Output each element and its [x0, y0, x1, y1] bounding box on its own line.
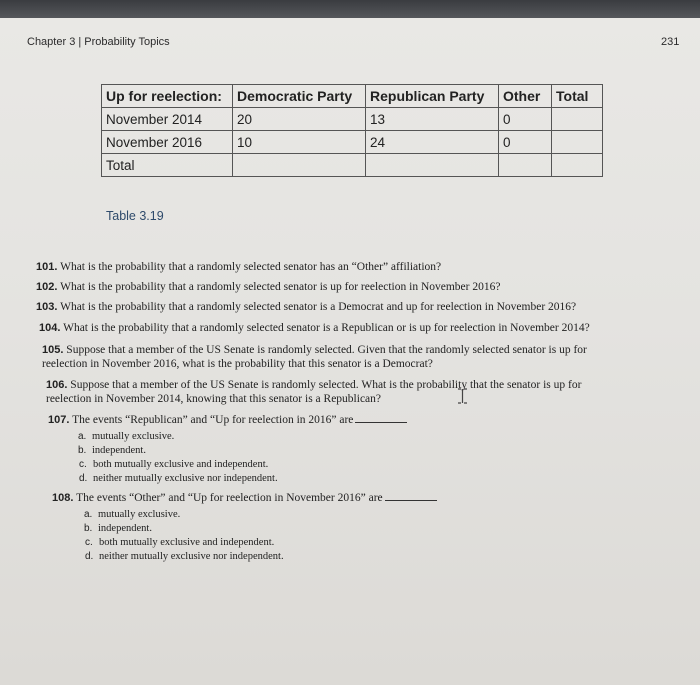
table-cell: [233, 154, 366, 177]
option-text: independent.: [92, 445, 146, 456]
table-cell: [366, 154, 499, 177]
question-number: 103.: [36, 301, 58, 313]
option-text: independent.: [98, 523, 152, 534]
option-text: both mutually exclusive and independent.: [93, 459, 269, 470]
table-row: [102, 131, 603, 154]
question-text: What is the probability that a randomly selected senator is up for reelection in November 2016?: [60, 281, 501, 293]
table-header-cell: Republican Party: [366, 85, 499, 108]
option-letter: d.: [85, 551, 94, 562]
table-cell: 0: [499, 131, 552, 154]
question-text: What is the probability that a randomly selected senator is a Democrat and up for reelection in November 2016?: [60, 301, 577, 313]
option-letter: a.: [78, 431, 87, 442]
table-header-cell: Total: [552, 85, 603, 108]
question-number: 107.: [48, 414, 70, 426]
option-item: [78, 430, 174, 443]
option-letter: b.: [84, 523, 93, 534]
senators-table: [101, 84, 603, 177]
table-cell: November 2016: [102, 131, 233, 154]
option-letter: b.: [78, 445, 87, 456]
page-number: 231: [661, 36, 680, 48]
option-text: mutually exclusive.: [92, 431, 175, 442]
question-number: 104.: [39, 322, 61, 334]
question-106: [46, 378, 676, 406]
question-108: [52, 491, 437, 505]
question-102: [36, 280, 500, 294]
table-header-row: [102, 85, 603, 108]
option-letter: c.: [85, 537, 93, 548]
table-cell: November 2014: [102, 108, 233, 131]
answer-blank: [355, 413, 407, 423]
question-number: 108.: [52, 492, 74, 504]
option-item: [85, 550, 284, 563]
question-text: The events “Other” and “Up for reelection in November 2016” are: [76, 492, 383, 504]
option-item: [85, 536, 274, 549]
option-letter: c.: [79, 459, 87, 470]
table-cell: 13: [366, 108, 499, 131]
option-text: neither mutually exclusive nor independent.: [93, 473, 278, 484]
question-105: [42, 343, 682, 371]
option-text: both mutually exclusive and independent.: [99, 537, 275, 548]
table-row: [102, 108, 603, 131]
question-text: reelection in November 2014, knowing that this senator is a Republican?: [46, 393, 382, 405]
question-107: [48, 413, 407, 427]
option-item: [79, 458, 268, 471]
option-text: mutually exclusive.: [98, 509, 181, 520]
table-cell: [552, 131, 603, 154]
table-cell: 20: [233, 108, 366, 131]
chapter-header: Chapter 3 | Probability Topics: [27, 36, 170, 48]
question-number: 105.: [42, 344, 64, 356]
question-text: What is the probability that a randomly selected senator is a Republican or is up for reelection in November 2014?: [63, 322, 590, 334]
table-cell: Total: [102, 154, 233, 177]
text-cursor-icon: [455, 388, 469, 404]
question-text: The events “Republican” and “Up for reelection in 2016” are: [72, 414, 354, 426]
question-number: 102.: [36, 281, 58, 293]
question-text: reelection in November 2016, what is the probability that this senator is a Democrat?: [42, 358, 433, 370]
option-letter: d.: [79, 473, 88, 484]
option-letter: a.: [84, 509, 93, 520]
question-104: [39, 321, 590, 335]
table-header-cell: Other: [499, 85, 552, 108]
option-item: [84, 522, 152, 535]
table-row: [102, 154, 603, 177]
question-text: What is the probability that a randomly selected senator has an “Other” affiliation?: [60, 261, 442, 273]
question-101: [36, 260, 441, 274]
photo-top-edge: [0, 0, 700, 18]
table-cell: 10: [233, 131, 366, 154]
option-item: [78, 444, 146, 457]
table-cell: [552, 154, 603, 177]
table-caption: Table 3.19: [106, 209, 164, 223]
question-103: [36, 300, 576, 314]
question-number: 101.: [36, 261, 58, 273]
table-cell: [499, 154, 552, 177]
option-text: neither mutually exclusive nor independent.: [99, 551, 284, 562]
answer-blank: [385, 491, 437, 501]
table-cell: 0: [499, 108, 552, 131]
table-header-cell: Democratic Party: [233, 85, 366, 108]
table-header-cell: Up for reelection:: [102, 85, 233, 108]
question-number: 106.: [46, 379, 68, 391]
table-cell: 24: [366, 131, 499, 154]
question-text: Suppose that a member of the US Senate is randomly selected. Given that the randomly selected senator is up for: [66, 344, 587, 356]
option-item: [79, 472, 278, 485]
table-cell: [552, 108, 603, 131]
question-text: Suppose that a member of the US Senate is randomly selected. What is the probability that the senator is up for: [70, 379, 582, 391]
option-item: [84, 508, 180, 521]
